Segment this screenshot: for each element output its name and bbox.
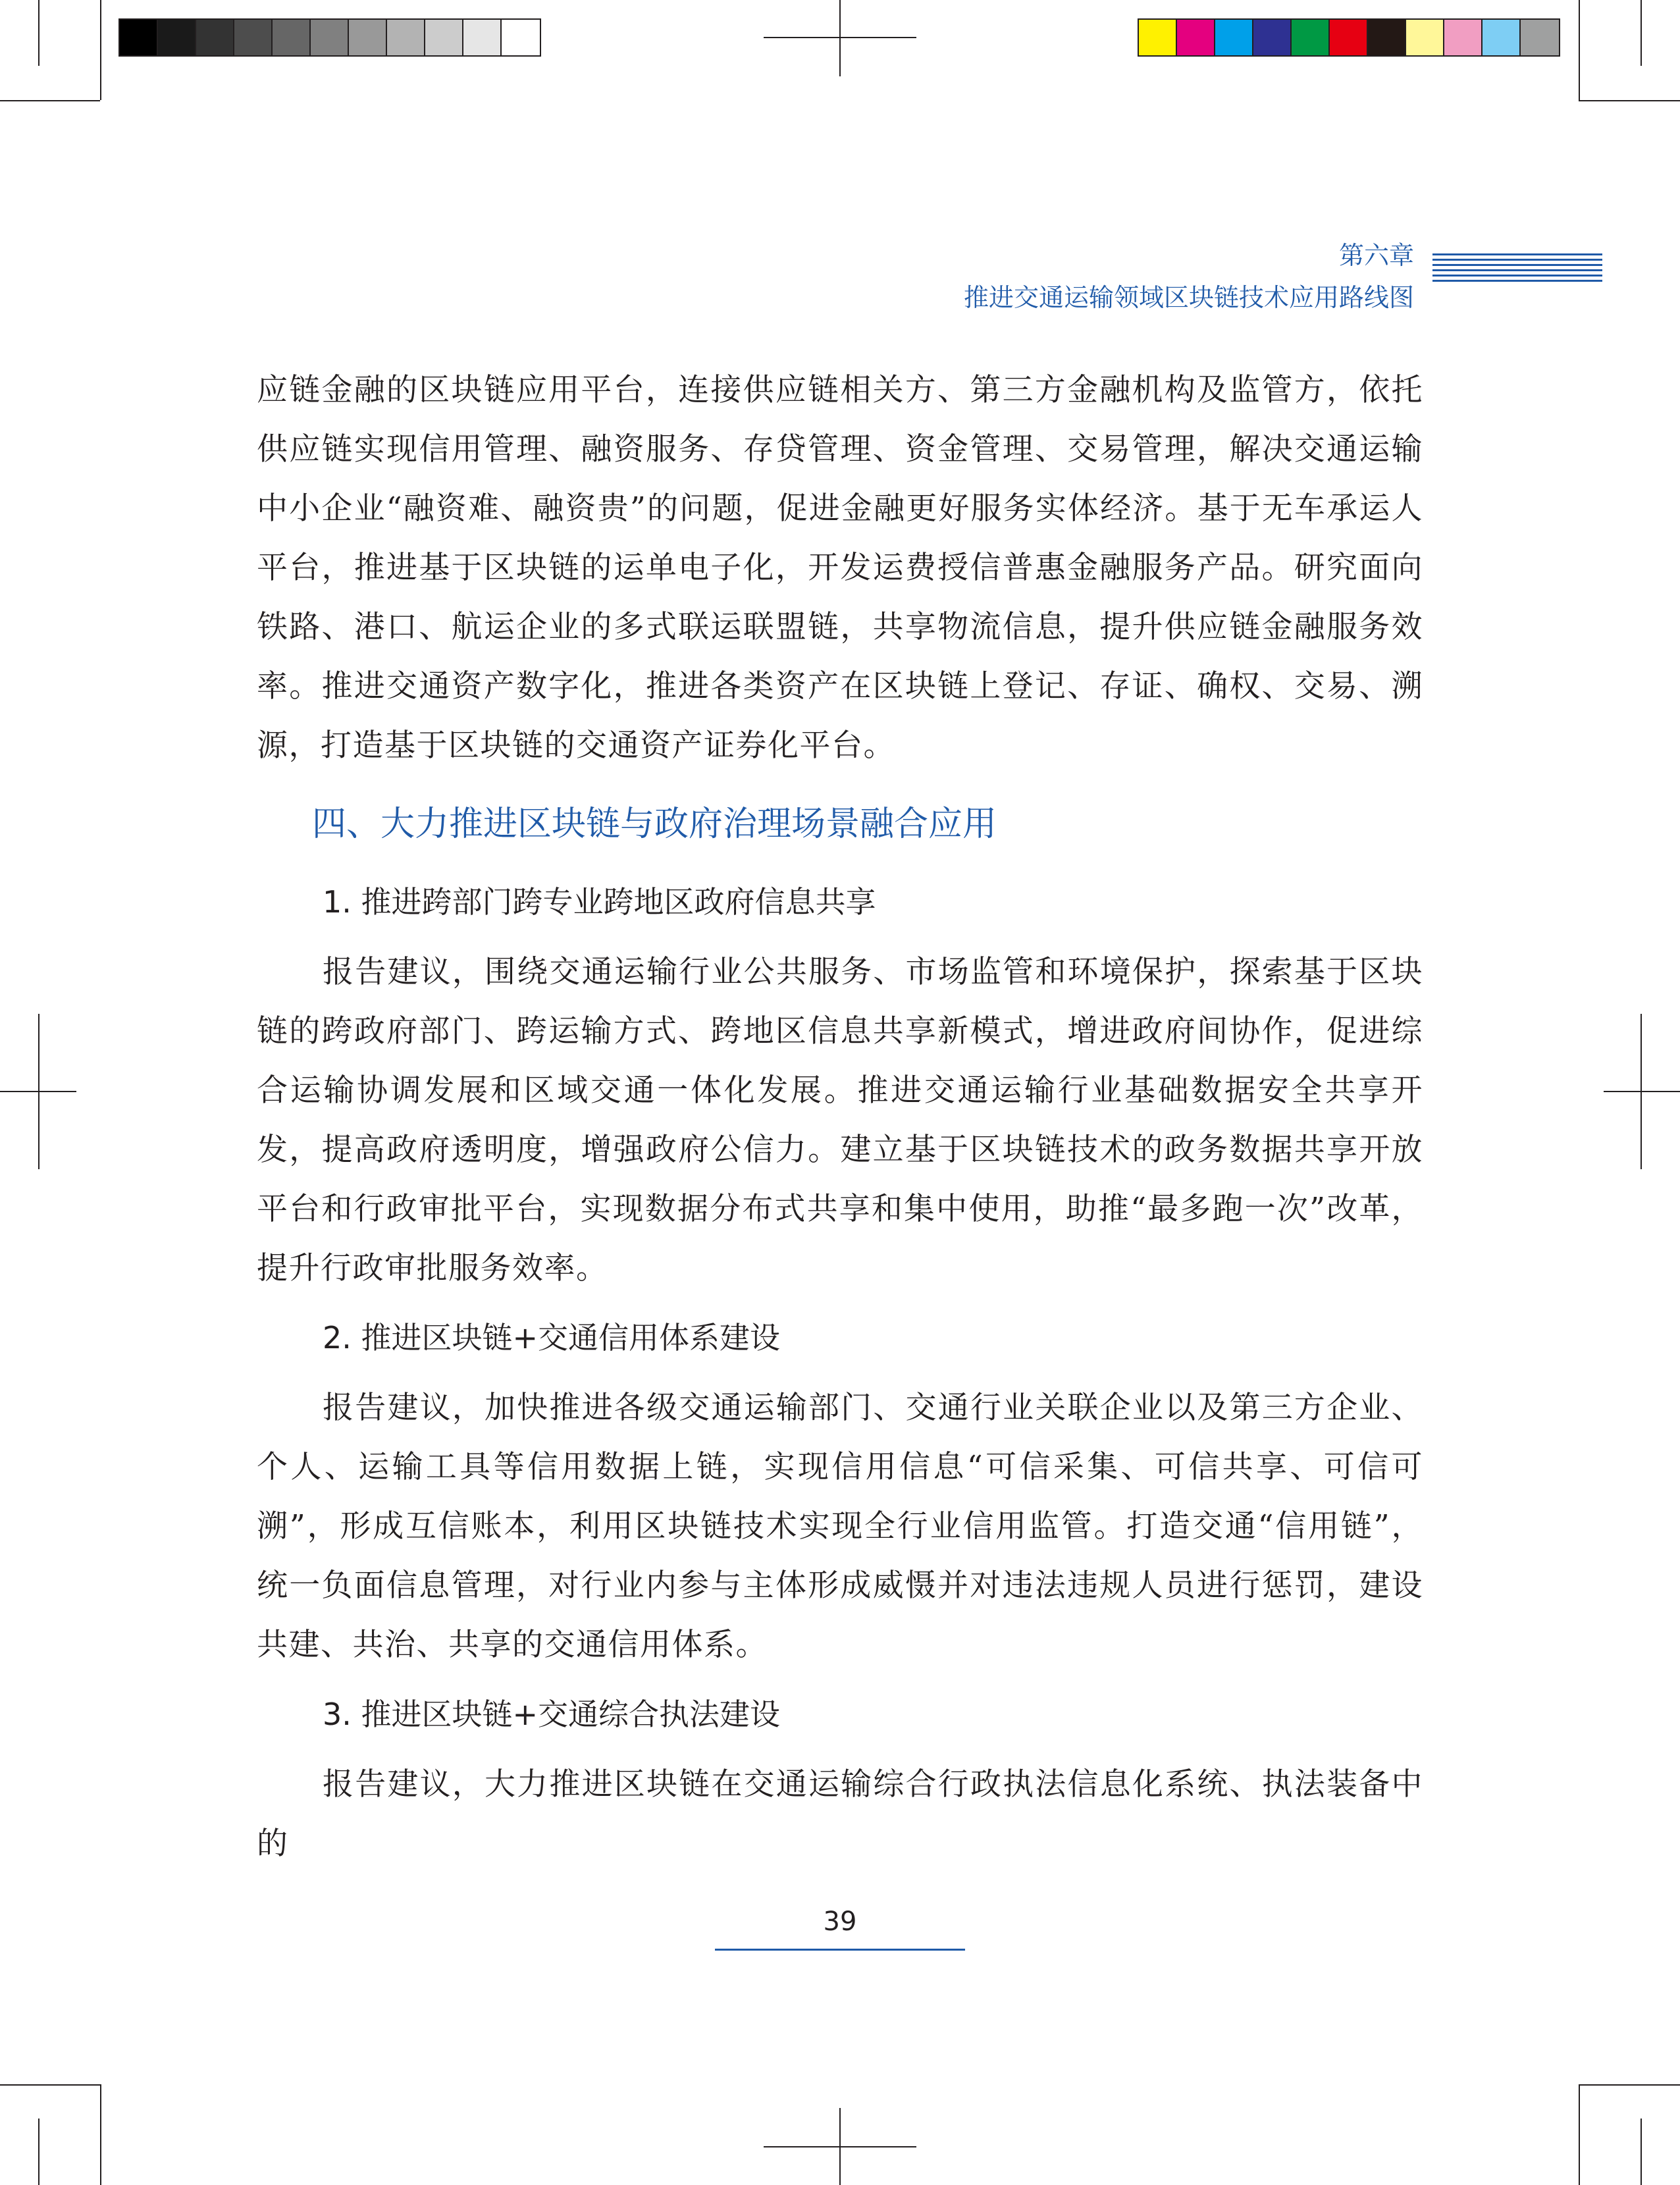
color-swatch	[1292, 20, 1330, 55]
color-bar	[1138, 18, 1560, 57]
subsection-2	[257, 1311, 1423, 1675]
color-swatch	[1406, 20, 1444, 55]
color-swatch	[273, 20, 311, 55]
color-swatch	[120, 20, 158, 55]
crop-mark	[1641, 0, 1642, 66]
subsection-heading: 1. 推进跨部门跨专业跨地区政府信息共享	[323, 884, 876, 920]
color-swatch	[1330, 20, 1368, 55]
crop-mark	[1579, 2084, 1580, 2185]
subsection-heading: 3. 推进区块链+交通综合执法建设	[323, 1697, 781, 1732]
section-heading: 四、大力推进区块链与政府治理场景融合应用	[312, 804, 997, 844]
crop-mark	[0, 100, 100, 101]
color-swatch	[234, 20, 273, 55]
running-header	[964, 234, 1414, 319]
color-swatch	[387, 20, 425, 55]
side-target	[0, 1091, 76, 1092]
color-swatch	[349, 20, 387, 55]
center-target	[764, 37, 916, 38]
color-swatch	[311, 20, 349, 55]
color-swatch	[425, 20, 463, 55]
chapter-label: 第六章	[1338, 241, 1414, 270]
color-swatch	[1483, 20, 1521, 55]
side-target	[1604, 1091, 1680, 1092]
color-swatch	[1215, 20, 1253, 55]
center-target	[764, 2146, 916, 2147]
chapter-title: 推进交通运输领域区块链技术应用路线图	[963, 283, 1414, 312]
crop-mark	[0, 2084, 100, 2086]
subsection-paragraph: 报告建议，围绕交通运输行业公共服务、市场监管和环境保护，探索基于区块链的跨政府部门、跨运输方式、跨地区信息共享新模式，增进政府间协作，促进综合运输协调发展和区域交通一体化发展。推进交通运输行业基础数据安全共享开发，提高政府透明度，增强政府公信力。建立基于区块链技术的政务数据共享开放平台和行政审批平台，实现数据分布式共享和集中使用，助推“最多跑一次”改革，提升行政审批服务效率。	[257, 954, 1423, 1286]
color-swatch	[502, 20, 540, 55]
intro-paragraph: 应链金融的区块链应用平台，连接供应链相关方、第三方金融机构及监管方，依托供应链实现信用管理、融资服务、存贷管理、资金管理、交易管理，解决交通运输中小企业“融资难、融资贵”的问题，促进金融更好服务实体经济。基于无车承运人平台，推进基于区块链的运单电子化，开发运费授信普惠金融服务产品。研究面向铁路、港口、航运企业的多式联运联盟链，共享物流信息，提升供应链金融服务效率。推进交通资产数字化，推进各类资产在区块链上登记、存证、确权、交易、溯源，打造基于区块链的交通资产证券化平台。	[257, 372, 1423, 764]
color-swatch	[1177, 20, 1215, 55]
color-swatch	[1253, 20, 1292, 55]
crop-mark	[38, 0, 39, 66]
crop-mark	[38, 2119, 39, 2185]
header-decoration	[1432, 253, 1602, 285]
grayscale-bar	[118, 18, 541, 57]
color-swatch	[1444, 20, 1483, 55]
color-swatch	[1368, 20, 1406, 55]
subsection-1	[257, 876, 1423, 1298]
crop-mark	[1579, 2084, 1680, 2086]
color-swatch	[158, 20, 196, 55]
crop-mark	[1579, 0, 1580, 100]
crop-mark	[100, 0, 101, 100]
subsection-paragraph: 报告建议，加快推进各级交通运输部门、交通行业关联企业以及第三方企业、个人、运输工具等信用数据上链，实现信用信息“可信采集、可信共享、可信可溯”，形成互信账本，利用区块链技术实现全行业信用监管。打造交通“信用链”，统一负面信息管理，对行业内参与主体形成威慑并对违法违规人员进行惩罚，建设共建、共治、共享的交通信用体系。	[257, 1390, 1423, 1663]
color-swatch	[1139, 20, 1177, 55]
subsection-heading: 2. 推进区块链+交通信用体系建设	[323, 1320, 781, 1356]
subsection-paragraph: 报告建议，大力推进区块链在交通运输综合行政执法信息化系统、执法装备中的	[257, 1766, 1423, 1862]
color-swatch	[1521, 20, 1559, 55]
crop-mark	[100, 2084, 101, 2185]
color-swatch	[196, 20, 234, 55]
page-number: 39	[823, 1907, 857, 1937]
crop-mark	[1641, 2119, 1642, 2185]
color-swatch	[463, 20, 502, 55]
center-target	[839, 0, 841, 76]
subsection-3	[257, 1688, 1423, 1874]
crop-mark	[1579, 100, 1680, 101]
page-content	[257, 361, 1423, 1874]
page-number-rule	[715, 1949, 965, 1951]
